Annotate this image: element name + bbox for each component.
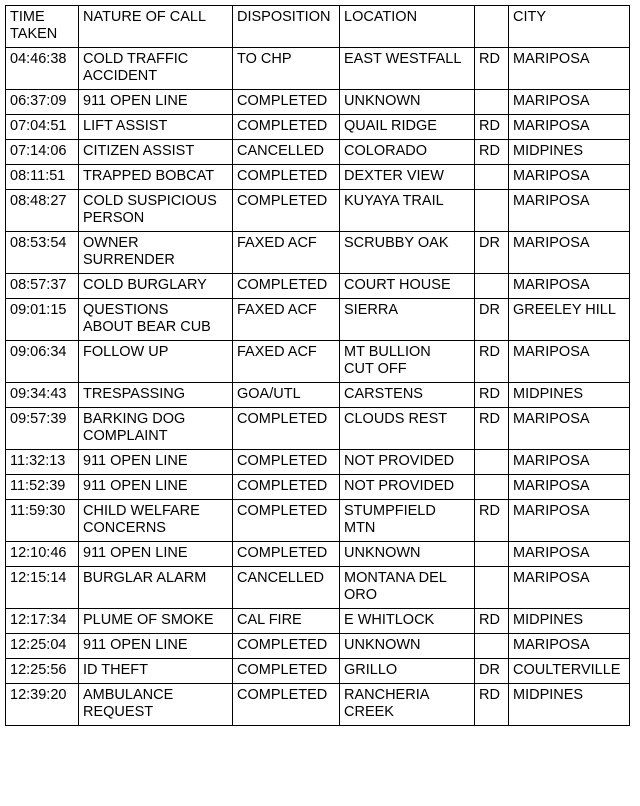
city-cell: MARIPOSA [509,567,630,609]
table-row [6,48,630,90]
street-suffix-cell [475,475,509,500]
time-taken-cell: 09:06:34 [6,341,79,383]
time-taken-cell: 12:25:56 [6,659,79,684]
time-taken-cell: 06:37:09 [6,90,79,115]
disposition-cell: COMPLETED [233,500,340,542]
time-taken-cell: 08:53:54 [6,232,79,274]
time-taken-cell: 09:57:39 [6,408,79,450]
disposition-cell: COMPLETED [233,165,340,190]
table-row [6,408,630,450]
nature-of-call-cell: LIFT ASSIST [79,115,233,140]
street-suffix-cell [475,190,509,232]
city-cell: MARIPOSA [509,450,630,475]
street-suffix-cell [475,165,509,190]
table-row [6,634,630,659]
street-suffix-cell [475,450,509,475]
disposition-cell: FAXED ACF [233,341,340,383]
location-cell: DEXTER VIEW [340,165,475,190]
nature-of-call-cell: QUESTIONS ABOUT BEAR CUB [79,299,233,341]
time-taken-cell: 09:34:43 [6,383,79,408]
city-cell: MARIPOSA [509,542,630,567]
table-row [6,90,630,115]
disposition-cell: COMPLETED [233,274,340,299]
street-suffix-cell: DR [475,299,509,341]
disposition-cell: CAL FIRE [233,609,340,634]
time-taken-cell: 12:15:14 [6,567,79,609]
city-cell: MARIPOSA [509,190,630,232]
time-taken-cell: 09:01:15 [6,299,79,341]
disposition-cell: CANCELLED [233,140,340,165]
street-suffix-cell: DR [475,659,509,684]
location-cell: E WHITLOCK [340,609,475,634]
disposition-cell: COMPLETED [233,684,340,726]
nature-of-call-cell: 911 OPEN LINE [79,90,233,115]
table-row [6,140,630,165]
nature-of-call-cell: CHILD WELFARE CONCERNS [79,500,233,542]
city-cell: MARIPOSA [509,274,630,299]
city-cell: MIDPINES [509,140,630,165]
street-suffix-cell: RD [475,115,509,140]
location-cell: COURT HOUSE [340,274,475,299]
street-suffix-cell: RD [475,383,509,408]
street-suffix-cell [475,274,509,299]
table-row [6,232,630,274]
city-cell: MARIPOSA [509,90,630,115]
time-taken-cell: 08:11:51 [6,165,79,190]
nature-of-call-cell: OWNER SURRENDER [79,232,233,274]
street-suffix-cell [475,90,509,115]
location-cell: NOT PROVIDED [340,475,475,500]
city-cell: MIDPINES [509,684,630,726]
location-cell: RANCHERIA CREEK [340,684,475,726]
city-cell: MARIPOSA [509,232,630,274]
header-street-suffix [475,6,509,48]
table-row [6,659,630,684]
nature-of-call-cell: TRAPPED BOBCAT [79,165,233,190]
street-suffix-cell: RD [475,609,509,634]
nature-of-call-cell: CITIZEN ASSIST [79,140,233,165]
time-taken-cell: 08:57:37 [6,274,79,299]
location-cell: UNKNOWN [340,634,475,659]
time-taken-cell: 04:46:38 [6,48,79,90]
location-cell: NOT PROVIDED [340,450,475,475]
location-cell: CLOUDS REST [340,408,475,450]
call-log [5,5,630,726]
city-cell: MARIPOSA [509,408,630,450]
location-cell: MT BULLION CUT OFF [340,341,475,383]
city-cell: MARIPOSA [509,165,630,190]
nature-of-call-cell: 911 OPEN LINE [79,634,233,659]
table-row [6,475,630,500]
disposition-cell: TO CHP [233,48,340,90]
table-row [6,341,630,383]
nature-of-call-cell: BURGLAR ALARM [79,567,233,609]
table-row [6,274,630,299]
location-cell: SIERRA [340,299,475,341]
nature-of-call-cell: 911 OPEN LINE [79,475,233,500]
street-suffix-cell: RD [475,500,509,542]
nature-of-call-cell: COLD TRAFFIC ACCIDENT [79,48,233,90]
street-suffix-cell [475,567,509,609]
location-cell: STUMPFIELD MTN [340,500,475,542]
header-city: CITY [509,6,630,48]
disposition-cell: GOA/UTL [233,383,340,408]
header-disposition: DISPOSITION [233,6,340,48]
city-cell: MARIPOSA [509,475,630,500]
header-location: LOCATION [340,6,475,48]
location-cell: UNKNOWN [340,542,475,567]
nature-of-call-cell: FOLLOW UP [79,341,233,383]
street-suffix-cell [475,634,509,659]
time-taken-cell: 12:25:04 [6,634,79,659]
disposition-cell: FAXED ACF [233,232,340,274]
disposition-cell: COMPLETED [233,90,340,115]
time-taken-cell: 12:39:20 [6,684,79,726]
city-cell: GREELEY HILL [509,299,630,341]
disposition-cell: COMPLETED [233,190,340,232]
location-cell: EAST WESTFALL [340,48,475,90]
nature-of-call-cell: PLUME OF SMOKE [79,609,233,634]
table-row [6,450,630,475]
table-row [6,190,630,232]
table-row [6,383,630,408]
location-cell: QUAIL RIDGE [340,115,475,140]
location-cell: MONTANA DEL ORO [340,567,475,609]
disposition-cell: COMPLETED [233,542,340,567]
call-log-table [5,5,630,726]
location-cell: KUYAYA TRAIL [340,190,475,232]
time-taken-cell: 07:14:06 [6,140,79,165]
header-time-taken: TIME TAKEN [6,6,79,48]
street-suffix-cell: RD [475,341,509,383]
disposition-cell: FAXED ACF [233,299,340,341]
city-cell: MARIPOSA [509,48,630,90]
street-suffix-cell: RD [475,408,509,450]
nature-of-call-cell: ID THEFT [79,659,233,684]
table-row [6,299,630,341]
time-taken-cell: 11:59:30 [6,500,79,542]
time-taken-cell: 07:04:51 [6,115,79,140]
street-suffix-cell: RD [475,48,509,90]
city-cell: MARIPOSA [509,341,630,383]
time-taken-cell: 11:32:13 [6,450,79,475]
nature-of-call-cell: AMBULANCE REQUEST [79,684,233,726]
table-row [6,115,630,140]
nature-of-call-cell: 911 OPEN LINE [79,542,233,567]
call-log-body [6,6,630,726]
time-taken-cell: 12:10:46 [6,542,79,567]
table-row [6,165,630,190]
street-suffix-cell: DR [475,232,509,274]
nature-of-call-cell: 911 OPEN LINE [79,450,233,475]
location-cell: UNKNOWN [340,90,475,115]
table-row [6,609,630,634]
city-cell: MARIPOSA [509,500,630,542]
header-nature-of-call: NATURE OF CALL [79,6,233,48]
city-cell: MARIPOSA [509,634,630,659]
location-cell: SCRUBBY OAK [340,232,475,274]
table-row [6,567,630,609]
disposition-cell: COMPLETED [233,450,340,475]
nature-of-call-cell: BARKING DOG COMPLAINT [79,408,233,450]
location-cell: GRILLO [340,659,475,684]
table-row [6,500,630,542]
disposition-cell: COMPLETED [233,475,340,500]
time-taken-cell: 11:52:39 [6,475,79,500]
nature-of-call-cell: COLD BURGLARY [79,274,233,299]
city-cell: MIDPINES [509,609,630,634]
location-cell: COLORADO [340,140,475,165]
street-suffix-cell [475,542,509,567]
table-row [6,542,630,567]
time-taken-cell: 08:48:27 [6,190,79,232]
time-taken-cell: 12:17:34 [6,609,79,634]
disposition-cell: COMPLETED [233,408,340,450]
city-cell: MIDPINES [509,383,630,408]
disposition-cell: CANCELLED [233,567,340,609]
city-cell: COULTERVILLE [509,659,630,684]
nature-of-call-cell: TRESPASSING [79,383,233,408]
disposition-cell: COMPLETED [233,634,340,659]
nature-of-call-cell: COLD SUSPICIOUS PERSON [79,190,233,232]
city-cell: MARIPOSA [509,115,630,140]
location-cell: CARSTENS [340,383,475,408]
disposition-cell: COMPLETED [233,115,340,140]
disposition-cell: COMPLETED [233,659,340,684]
street-suffix-cell: RD [475,140,509,165]
table-row [6,684,630,726]
street-suffix-cell: RD [475,684,509,726]
header-row [6,6,630,48]
